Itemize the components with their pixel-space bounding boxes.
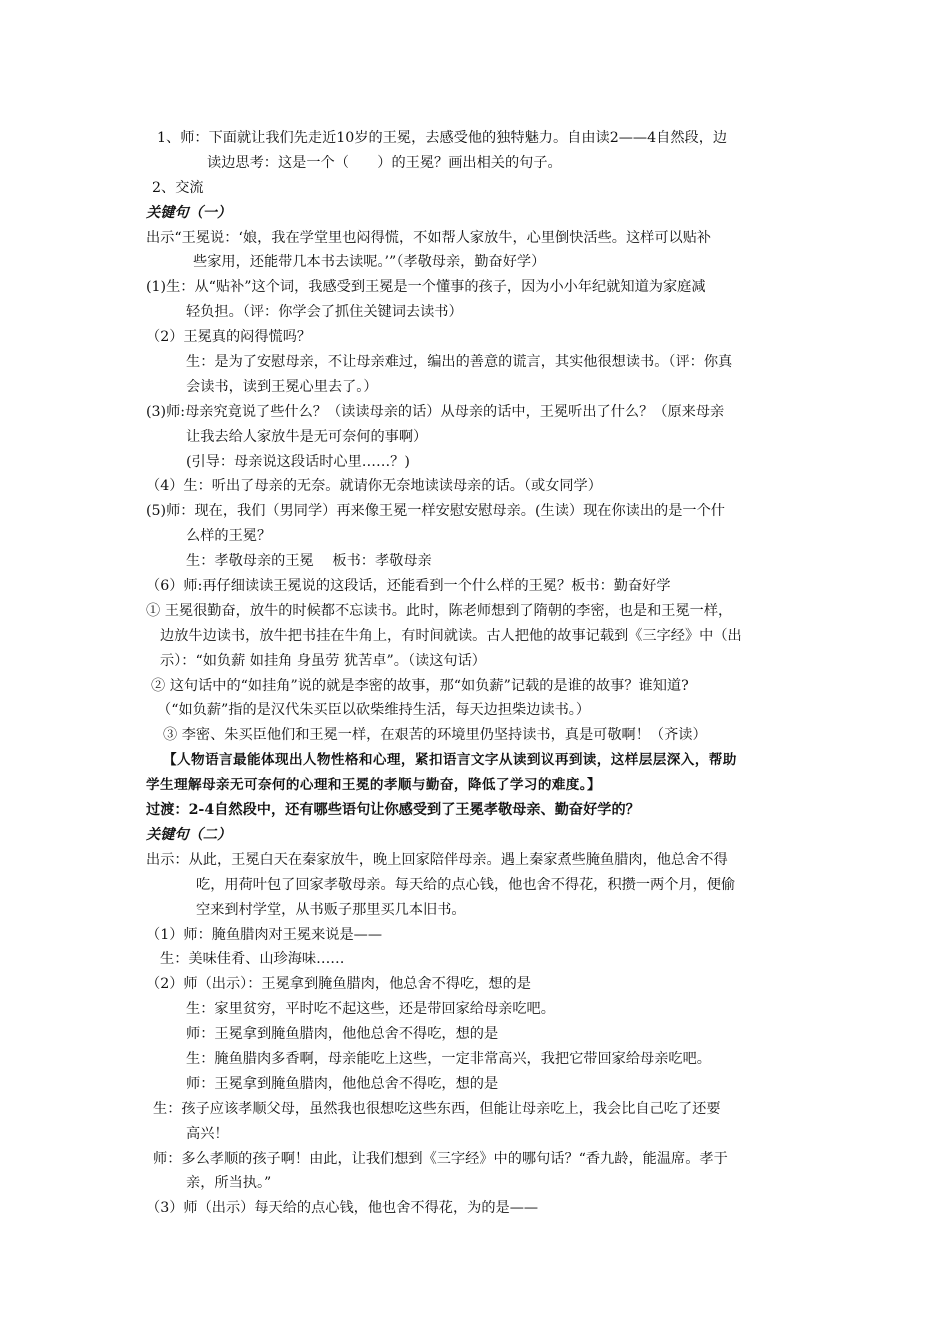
text-line: 边放牛边读书，放牛把书挂在牛角上，有时间就读。古人把他的故事记载到《三字经》中（出	[160, 627, 742, 644]
text-line: (5)师：现在，我们（男同学）再来像王冕一样安慰安慰母亲。(生读）现在你读出的是一个什	[146, 503, 725, 520]
text-line: 些家用，还能带几本书去读呢。’”（孝敬母亲，勤奋好学）	[193, 254, 546, 271]
text-line: 关键句（二）	[146, 826, 232, 843]
text-line: （“如负薪”指的是汉代朱买臣以砍柴维持生活，每天边担柴边读书。）	[157, 702, 591, 719]
text-line: 出示“王冕说：‘娘，我在学堂里也闷得慌，不如帮人家放牛，心里倒快活些。这样可以贴补	[146, 229, 712, 246]
text-line: 读边思考：这是一个（ ）的王冕？画出相关的句子。	[207, 154, 562, 171]
text-line: （6）师:再仔细读读王冕说的这段话，还能看到一个什么样的王冕？板书：勤奋好学	[146, 578, 671, 595]
text-line: 生：是为了安慰母亲，不让母亲难过，编出的善意的谎言，其实他很想读书。（评：你真	[186, 354, 733, 371]
text-line: 示）：“如负薪 如挂角 身虽劳 犹苦卓”。（读这句话）	[160, 652, 486, 669]
text-line: (引导：母亲说这段话时心里……？)	[186, 453, 410, 470]
text-line: 生：腌鱼腊肉多香啊，母亲能吃上这些，一定非常高兴，我把它带回家给母亲吃吧。	[186, 1050, 711, 1067]
text-line: 出示：从此，王冕白天在秦家放牛，晚上回家陪伴母亲。遇上秦家煮些腌鱼腊肉，他总舍不得	[146, 851, 728, 868]
text-line: 生：家里贫穷，平时吃不起这些，还是带回家给母亲吃吧。	[186, 1001, 555, 1018]
text-line: 亲，所当执。”	[186, 1175, 272, 1192]
text-line: 吃，用荷叶包了回家孝敬母亲。每天给的点心钱，他也舍不得花，积攒一两个月，便偷	[196, 876, 736, 893]
text-line: 生：孝敬母亲的王冕 板书：孝敬母亲	[186, 553, 432, 570]
text-line: 师：王冕拿到腌鱼腊肉，他他总舍不得吃，想的是	[186, 1075, 499, 1092]
text-line: （1）师：腌鱼腊肉对王冕来说是——	[146, 926, 383, 943]
text-line: 高兴！	[186, 1125, 229, 1142]
text-line: 轻负担。（评：你学会了抓住关键词去读书）	[186, 304, 463, 321]
text-line: (3)师:母亲究竟说了些什么？（读读母亲的话）从母亲的话中，王冕听出了什么？（原来母亲	[146, 403, 725, 420]
text-line: ① 王冕很勤奋，放牛的时候都不忘读书。此时，陈老师想到了隋朝的李密，也是和王冕一样，	[146, 602, 733, 619]
text-line: 关键句（一）	[146, 204, 232, 221]
text-line: （3）师（出示）每天给的点心钱，他也舍不得花，为的是——	[146, 1200, 539, 1217]
text-line: 师：王冕拿到腌鱼腊肉，他他总舍不得吃，想的是	[186, 1026, 499, 1043]
text-line: 么样的王冕？	[186, 528, 272, 545]
text-line: 生：孩子应该孝顺父母，虽然我也很想吃这些东西，但能让母亲吃上，我会比自己吃了还要	[153, 1100, 721, 1117]
text-line: 生：美味佳肴、山珍海味……	[160, 951, 345, 968]
text-line: ③ 李密、朱买臣他们和王冕一样，在艰苦的环境里仍坚持读书，真是可敬啊！（齐读）	[163, 727, 707, 744]
text-line: （2）王冕真的闷得慌吗？	[146, 329, 312, 346]
text-line: 1、师：下面就让我们先走近10岁的王冕，去感受他的独特魅力。自由读2——4自然段，边	[157, 130, 728, 146]
text-line: （4）生：听出了母亲的无奈。就请你无奈地读读母亲的话。（或女同学）	[146, 478, 602, 495]
text-line: 会读书，读到王冕心里去了。）	[186, 378, 378, 395]
text-line: ② 这句话中的“如挂角”说的就是李密的故事，那“如负薪”记载的是谁的故事？谁知道?	[151, 677, 689, 694]
text-line: 让我去给人家放牛是无可奈何的事啊）	[186, 428, 428, 445]
text-line: 过渡：2-4自然段中，还有哪些语句让你感受到了王冕孝敬母亲、勤奋好学的？	[146, 802, 640, 819]
text-line: 空来到村学堂，从书贩子那里买几本旧书。	[196, 901, 466, 918]
text-line: (1)生：从“贴补”这个词，我感受到王冕是一个懂事的孩子，因为小小年纪就知道为家庭减	[146, 279, 706, 296]
text-line: 2、交流	[152, 179, 204, 196]
text-line: 学生理解母亲无可奈何的心理和王冕的孝顺与勤奋，降低了学习的难度。】	[146, 777, 601, 794]
text-line: 师：多么孝顺的孩子啊！由此，让我们想到《三字经》中的哪句话？“香九龄，能温席。孝于	[153, 1150, 728, 1167]
document-body	[0, 126, 950, 1221]
text-line: （2）师（出示）：王冕拿到腌鱼腊肉，他总舍不得吃，想的是	[146, 976, 531, 993]
text-line: 【人物语言最能体现出人物性格和心理，紧扣语言文字从读到议再到读，这样层层深入，帮助	[163, 752, 737, 769]
